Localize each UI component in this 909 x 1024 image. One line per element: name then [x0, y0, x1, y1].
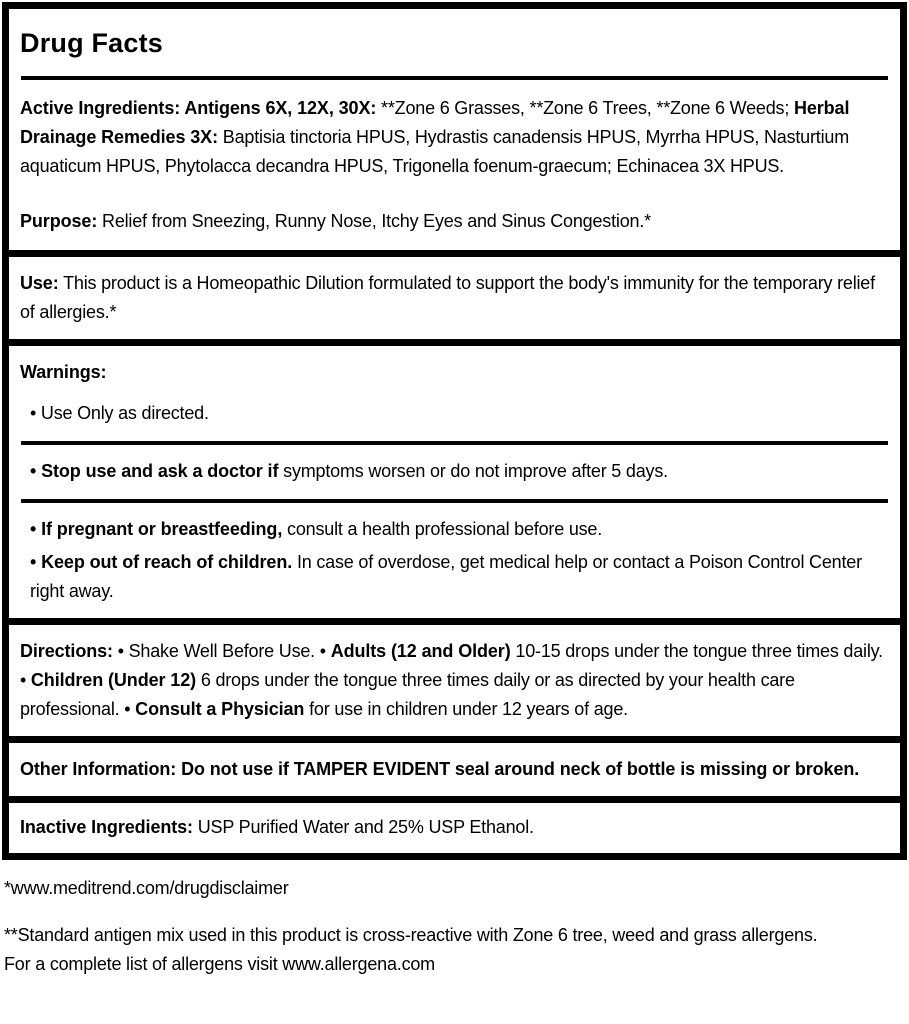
warnings-heading — [20, 358, 889, 387]
herbal-remedies-list: Baptisia tinctoria HPUS, Hydrastis canadensis HPUS, Myrrha HPUS, Nasturtium aquaticum HPUS, Phytolacca decandra HPUS, Trigonella foenum-graecum; Echinacea 3X HPUS. — [20, 127, 849, 176]
footnote-antigen-note: **Standard antigen mix used in this product is cross-reactive with Zone 6 tree, weed and grass allergens. — [4, 925, 818, 945]
directions-adults-text: 10-15 drops under the tongue three times daily. • — [20, 641, 883, 690]
active-ingredients-heading: Active Ingredients: Antigens 6X, 12X, 30X: — [20, 98, 377, 118]
warning-children-text: In case of overdose, get medical help or contact a Poison Control Center right away. — [30, 552, 862, 601]
herbal-remedies-heading: Herbal Drainage Remedies 3X: — [20, 98, 850, 147]
page-title: Drug Facts — [20, 28, 164, 58]
active-ingredients-zones: **Zone 6 Grasses, **Zone 6 Trees, **Zone 6 Weeds; — [376, 98, 794, 118]
directions-adults-bold: Adults (12 and Older) — [330, 641, 511, 661]
directions-children-bold: Children (Under 12) — [30, 670, 197, 690]
purpose-text: Relief from Sneezing, Runny Nose, Itchy Eyes and Sinus Congestion.* — [97, 211, 651, 231]
warning-item-stop-use — [20, 457, 889, 486]
section-divider — [9, 339, 900, 346]
inactive-ingredients-text: USP Purified Water and 25% USP Ethanol. — [192, 817, 534, 837]
warning-pregnant-text: consult a health professional before use. — [282, 519, 603, 539]
use-label: Use: — [20, 273, 59, 293]
section-inactive-ingredients — [9, 803, 900, 853]
warning-item-use-only: • Use Only as directed. — [30, 403, 209, 423]
section-other-information — [9, 743, 900, 796]
section-directions — [9, 625, 900, 736]
title-divider — [21, 76, 888, 80]
section-divider — [9, 618, 900, 625]
directions-children-text: 6 drops under the tongue three times daily or as directed by your health care professional. • — [20, 670, 795, 719]
directions-shake: • Shake Well Before Use. • — [112, 641, 331, 661]
use-text: This product is a Homeopathic Dilution formulated to support the body's immunity for the temporary relief of allergies.* — [20, 273, 875, 322]
directions-label: Directions: — [20, 641, 113, 661]
warning-stop-use-text: symptoms worsen or do not improve after 5 days. — [278, 461, 668, 481]
directions-physician-text: for use in children under 12 years of age. — [304, 699, 628, 719]
directions-physician-bold: Consult a Physician — [135, 699, 305, 719]
section-divider — [9, 796, 900, 803]
warning-pregnant-bold: • If pregnant or breastfeeding, — [30, 519, 283, 539]
warning-item-children — [20, 548, 889, 606]
warning-item-pregnant — [20, 515, 889, 544]
purpose-label: Purpose: — [20, 211, 98, 231]
section-divider — [9, 736, 900, 743]
footnotes — [2, 860, 907, 979]
purpose-paragraph — [20, 207, 889, 236]
warning-stop-use-bold: • Stop use and ask a doctor if — [30, 461, 279, 481]
section-warnings — [9, 346, 900, 618]
warnings-inner-divider — [21, 441, 888, 445]
section-divider — [9, 250, 900, 257]
other-information-paragraph — [20, 755, 889, 784]
active-ingredients-paragraph — [20, 94, 889, 181]
warnings-label: Warnings: — [20, 362, 107, 382]
directions-paragraph — [20, 637, 889, 724]
warning-children-bold: • Keep out of reach of children. — [30, 552, 293, 572]
use-paragraph — [20, 269, 889, 327]
inactive-ingredients-paragraph — [20, 813, 889, 842]
section-title-active-purpose — [9, 9, 900, 250]
warnings-inner-divider — [21, 499, 888, 503]
drug-facts-panel — [2, 2, 907, 860]
footnote-allergen-list-url: For a complete list of allergens visit www.allergena.com — [4, 954, 435, 974]
section-use — [9, 257, 900, 339]
inactive-ingredients-label: Inactive Ingredients: — [20, 817, 193, 837]
footnote-disclaimer-url: *www.meditrend.com/drugdisclaimer — [4, 878, 289, 898]
other-information-text: Other Information: Do not use if TAMPER EVIDENT seal around neck of bottle is missing or broken. — [20, 759, 860, 779]
